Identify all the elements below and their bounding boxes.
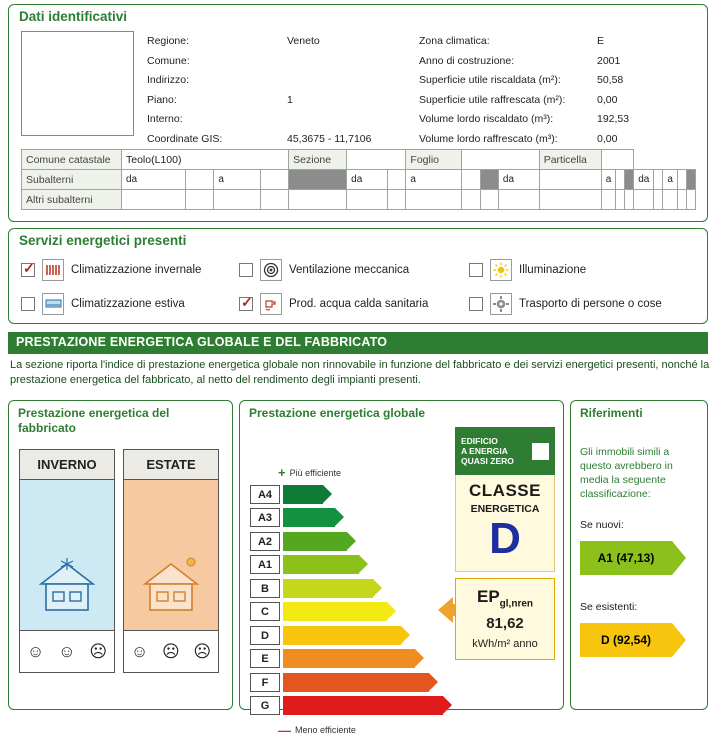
dati-right-fields [419, 35, 629, 152]
ep-sub: gl,nren [499, 598, 534, 610]
prestazione-globale-title: Prestazione energetica globale [249, 406, 426, 420]
servizi-title: Servizi energetici presenti [19, 233, 187, 248]
scale-label-b: B [250, 579, 280, 598]
scale-label-a2: A2 [250, 532, 280, 551]
cell-grey-4 [686, 170, 695, 190]
servizio-label: Trasporto di persone o cose [519, 298, 662, 310]
radiator-icon [42, 259, 64, 281]
servizio-label: Prod. acqua calda sanitaria [289, 298, 429, 310]
scale-row-e [250, 648, 465, 670]
ep-label-wrap [456, 587, 554, 609]
field-label: Regione: [147, 35, 190, 47]
cell-altri-8[interactable] [406, 190, 462, 210]
field-label: Superficie utile riscaldata (m²): [419, 74, 561, 86]
cell-sub-5[interactable] [539, 170, 601, 190]
face-3: ☹ [193, 641, 212, 661]
riferimenti-esistenti-arrow [580, 623, 686, 657]
scale-label-c: C [250, 602, 280, 621]
scale-bar-b [283, 579, 373, 598]
checkbox-climatizzazione-estiva[interactable] [21, 297, 35, 311]
field-label: Anno di costruzione: [419, 54, 515, 67]
ep-unit: kWh/m² anno [472, 638, 538, 651]
cell-altri-7[interactable] [388, 190, 406, 210]
water-tap-icon [260, 293, 282, 315]
scale-label-a4: A4 [250, 485, 280, 504]
checkbox-ventilazione-meccanica[interactable] [239, 263, 253, 277]
field-superficie-riscaldata [419, 74, 629, 86]
dati-left-fields [147, 35, 371, 152]
table-row [22, 170, 696, 190]
face-3: ☹ [89, 641, 108, 661]
cell-particella-label: Particella [539, 150, 601, 170]
nzeb-text [461, 436, 514, 466]
ep-label: EP [476, 587, 500, 606]
lamp-icon [490, 259, 512, 281]
riferimenti-panel [570, 400, 708, 710]
cell-da-3: da [498, 170, 539, 190]
field-interno [147, 113, 371, 125]
cell-comune-catastale-label: Comune catastale [22, 150, 122, 170]
cell-sub-6[interactable] [616, 170, 625, 190]
scale-bar-f [283, 673, 429, 692]
field-coordinate-gis [147, 133, 371, 145]
scale-row-g [250, 695, 465, 717]
cell-grey-3 [625, 170, 634, 190]
cell-a-1: a [214, 170, 260, 190]
table-row [22, 150, 696, 170]
prestazione-fabbricato-panel [8, 400, 233, 710]
fan-icon [260, 259, 282, 281]
house-summer-icon [141, 558, 201, 614]
building-photo-placeholder [21, 31, 134, 136]
field-label: Indirizzo: [147, 74, 190, 86]
cell-sub-3[interactable] [388, 170, 406, 190]
scale-row-a2 [250, 530, 465, 552]
field-superficie-raffrescata [419, 94, 629, 106]
season-summer-faces [124, 630, 218, 672]
cell-altri-20[interactable] [686, 190, 695, 210]
nzeb-checkbox[interactable] [532, 443, 549, 460]
ep-box [455, 578, 555, 660]
gear-icon [490, 293, 512, 315]
catasto-table [21, 149, 696, 210]
cell-comune-catastale-value[interactable]: Teolo(L100) [122, 150, 289, 170]
cell-altri-18[interactable] [663, 190, 678, 210]
scale-label-a3: A3 [250, 508, 280, 527]
plus-icon: + [278, 465, 286, 480]
scale-bar-c [283, 602, 387, 621]
servizio-climatizzazione-invernale[interactable] [9, 259, 239, 281]
servizio-label: Ventilazione meccanica [289, 264, 410, 276]
scale-bar-a4 [283, 485, 323, 504]
classe-energetica-box [455, 427, 555, 660]
season-winter-illustration [20, 480, 114, 630]
energy-scale [250, 465, 465, 741]
season-winter-faces [20, 630, 114, 672]
servizi-energetici-panel [8, 228, 708, 324]
cell-sub-1[interactable] [185, 170, 214, 190]
ep-value: 81,62 [486, 615, 524, 633]
field-value: 0,00 [597, 132, 618, 145]
field-label: Volume lordo raffrescato (m³): [419, 132, 558, 145]
cell-altri-11[interactable] [498, 190, 539, 210]
cell-a-3: a [601, 170, 616, 190]
cell-altri-19[interactable] [677, 190, 686, 210]
scale-bar-e [283, 649, 415, 668]
servizio-label: Climatizzazione estiva [71, 298, 185, 310]
field-label: Interno: [147, 113, 183, 125]
scale-top-label: Più efficiente [289, 467, 341, 478]
seasons-wrapper [19, 449, 219, 673]
servizio-acqua-calda-sanitaria[interactable] [239, 293, 469, 315]
field-label: Zona climatica: [419, 35, 490, 47]
cell-sezione-value[interactable] [347, 150, 406, 170]
nzeb-line-2: A ENERGIA [461, 446, 508, 456]
scale-label-e: E [250, 649, 280, 668]
servizio-label: Illuminazione [519, 264, 587, 276]
cell-altri-6[interactable] [347, 190, 388, 210]
dati-identificativi-panel [8, 4, 708, 222]
nzeb-line-1: EDIFICIO [461, 436, 498, 446]
minus-icon: — [278, 722, 291, 738]
season-winter [19, 449, 115, 673]
cell-altri-3[interactable] [214, 190, 260, 210]
cell-altri-5[interactable] [289, 190, 347, 210]
riferimenti-nuovi-arrow [580, 541, 686, 575]
cell-altri-17[interactable] [654, 190, 663, 210]
cell-particella-value[interactable] [601, 150, 634, 170]
scale-row-a3 [250, 507, 465, 529]
checkbox-climatizzazione-invernale[interactable] [21, 263, 35, 277]
riferimenti-esistenti-value: D (92,54) [580, 623, 672, 657]
cell-foglio-value[interactable] [462, 150, 539, 170]
prestazione-banner: PRESTAZIONE ENERGETICA GLOBALE E DEL FABBRICATO [8, 332, 708, 354]
scale-bar-a3 [283, 508, 335, 527]
classe-main [455, 475, 555, 572]
cell-altri-subalterni-label: Altri subalterni [22, 190, 122, 210]
scale-row-a4 [250, 483, 465, 505]
servizio-climatizzazione-estiva[interactable] [9, 293, 239, 315]
prestazione-description: La sezione riporta l'indice di prestazione energetica globale non rinnovabile in funzione del fabbricato e dei servizi energetici presenti, nonché la prestazione energetica del fabbricato, al netto del rendimento degli impianti presenti. [10, 359, 710, 386]
cell-foglio-label: Foglio [406, 150, 462, 170]
servizio-trasporto-persone-cose[interactable] [469, 293, 662, 315]
cell-grey-2 [480, 170, 498, 190]
scale-row-f [250, 671, 465, 693]
cell-sub-4[interactable] [462, 170, 480, 190]
field-comune [147, 55, 371, 67]
scale-row-c [250, 601, 465, 623]
riferimenti-nuovi-value: A1 (47,13) [580, 541, 672, 575]
field-regione [147, 35, 371, 47]
riferimenti-nuovi-label: Se nuovi: [580, 519, 624, 531]
servizio-label: Climatizzazione invernale [71, 264, 202, 276]
field-zona-climatica [419, 35, 629, 47]
cell-a-4: a [663, 170, 678, 190]
prestazione-fabbricato-title: Prestazione energetica del fabbricato [18, 406, 170, 435]
scale-row-a1 [250, 554, 465, 576]
cell-altri-16[interactable] [634, 190, 654, 210]
cell-altri-13[interactable] [601, 190, 616, 210]
field-indirizzo [147, 74, 371, 86]
cell-altri-2[interactable] [185, 190, 214, 210]
scale-bar-g [283, 696, 443, 715]
season-winter-label: INVERNO [20, 450, 114, 480]
field-value: Veneto [287, 35, 320, 47]
field-value: 45,3675 - 11,7106 [287, 132, 372, 145]
scale-label-a1: A1 [250, 555, 280, 574]
field-label: Comune: [147, 54, 190, 67]
cell-altri-12[interactable] [539, 190, 601, 210]
classe-letter: D [489, 514, 521, 563]
scale-label-g: G [250, 696, 280, 715]
field-value: 2001 [597, 54, 621, 67]
scale-bar-d [283, 626, 401, 645]
field-value: 50,58 [597, 74, 624, 86]
checkbox-illuminazione[interactable] [469, 263, 483, 277]
nzeb-line-3: QUASI ZERO [461, 456, 514, 466]
scale-label-f: F [250, 673, 280, 692]
classe-label-1: CLASSE [469, 481, 541, 500]
scale-top-note [250, 465, 465, 480]
season-summer-illustration [124, 480, 218, 630]
cell-sub-8[interactable] [677, 170, 686, 190]
cell-altri-1[interactable] [122, 190, 186, 210]
riferimenti-title: Riferimenti [580, 406, 643, 420]
field-label: Coordinate GIS: [147, 132, 223, 145]
dati-identificativi-title: Dati identificativi [19, 9, 128, 24]
scale-bottom-label: Meno efficiente [295, 725, 356, 735]
classe-label-2: ENERGETICA [470, 503, 540, 515]
cell-sub-7[interactable] [654, 170, 663, 190]
cell-a-2: a [406, 170, 462, 190]
cell-grey-1 [289, 170, 347, 190]
field-label: Piano: [147, 93, 177, 106]
scale-bottom-note [250, 723, 465, 738]
scale-label-d: D [250, 626, 280, 645]
field-value: 1 [287, 93, 293, 106]
cell-da-4: da [634, 170, 654, 190]
servizio-illuminazione[interactable] [469, 259, 586, 281]
field-label: Volume lordo riscaldato (m³): [419, 113, 554, 125]
cell-altri-14[interactable] [616, 190, 625, 210]
field-anno-costruzione [419, 55, 629, 67]
field-label: Superficie utile raffrescata (m²): [419, 93, 566, 106]
checkbox-trasporto-persone-cose[interactable] [469, 297, 483, 311]
face-2: ☺ [58, 641, 76, 661]
field-value: E [597, 35, 605, 47]
servizio-ventilazione-meccanica[interactable] [239, 259, 469, 281]
field-piano [147, 94, 371, 106]
cell-altri-15[interactable] [625, 190, 634, 210]
cell-altri-9[interactable] [462, 190, 480, 210]
checkbox-acqua-calda-sanitaria[interactable] [239, 297, 253, 311]
scale-bar-a2 [283, 532, 347, 551]
cell-subalterni-label: Subalterni [22, 170, 122, 190]
air-conditioner-icon [42, 293, 64, 315]
house-winter-icon [37, 558, 97, 614]
cell-altri-10[interactable] [480, 190, 498, 210]
riferimenti-esistenti-label: Se esistenti: [580, 601, 638, 613]
field-value: 0,00 [597, 93, 618, 106]
cell-sezione-label: Sezione [289, 150, 347, 170]
cell-altri-4[interactable] [260, 190, 289, 210]
cell-sub-2[interactable] [260, 170, 289, 190]
scale-bar-a1 [283, 555, 359, 574]
face-2: ☹ [161, 641, 180, 661]
season-summer-label: ESTATE [124, 450, 218, 480]
cell-da-2: da [347, 170, 388, 190]
face-1: ☺ [130, 641, 149, 661]
scale-row-b [250, 577, 465, 599]
field-volume-raffrescato [419, 133, 629, 145]
cell-da-1: da [122, 170, 186, 190]
face-1: ☺ [26, 641, 45, 661]
prestazione-globale-panel [239, 400, 564, 738]
field-volume-riscaldato [419, 113, 629, 125]
nzeb-badge [455, 427, 555, 475]
table-row [22, 190, 696, 210]
riferimenti-intro: Gli immobili simili a questo avrebbero in media la seguente classificazione: [580, 446, 673, 500]
field-value: 192,53 [597, 113, 630, 125]
season-summer [123, 449, 219, 673]
scale-row-d [250, 624, 465, 646]
